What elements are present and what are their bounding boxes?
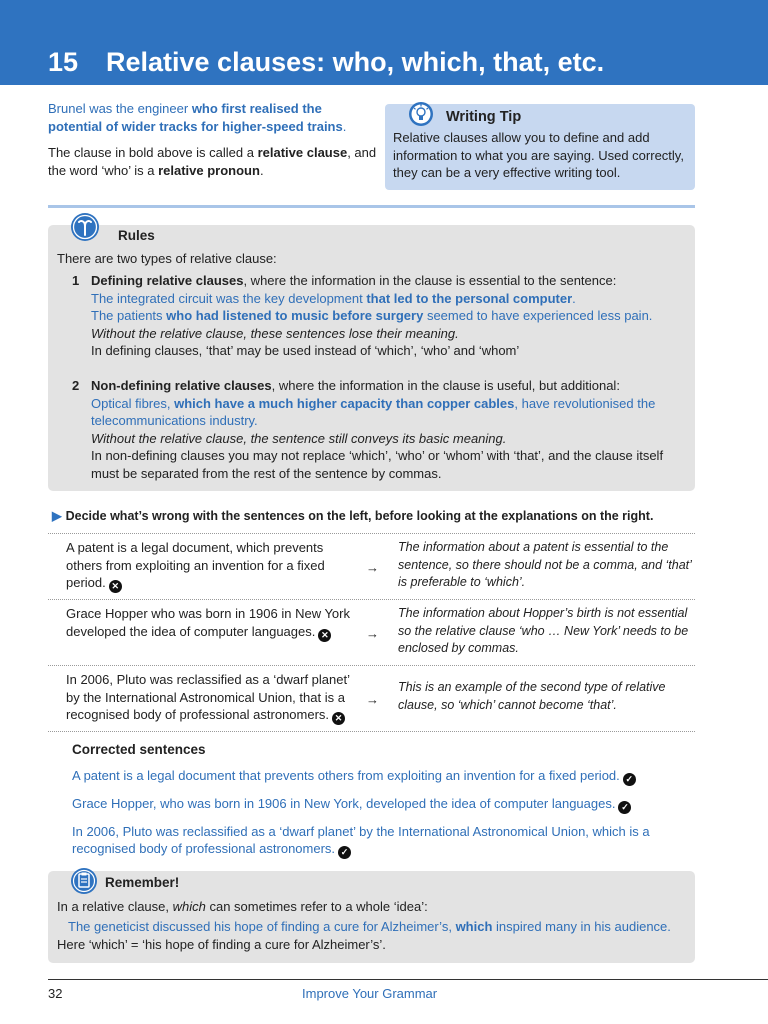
problem-row: [48, 665, 695, 730]
explanation: The information about Hopper’s birth is not essential so the relative clause ‘who … New York’ needs to be enclosed by commas.: [398, 606, 689, 655]
rule-number: 1: [72, 273, 80, 288]
remember-example-bold: which: [455, 919, 493, 934]
arrow-icon: →: [366, 692, 379, 707]
arrow-icon: →: [366, 560, 379, 575]
intro-example: [48, 100, 378, 135]
rule-example: [91, 290, 691, 308]
wrong-sentence-text: A patent is a legal document, which prevents others from exploiting an invention for a fixed period.: [66, 540, 325, 590]
corrected-sentence-text: In 2006, Pluto was reclassified as a ‘dwarf planet’ by the International Astronomical Union, which is a recognised body of professional astronomers.: [72, 823, 650, 856]
writing-tip-body: Relative clauses allow you to define and add information to what you are saying. Used correctly, they can be a very effective writing tool.: [393, 130, 684, 180]
cross-icon: ✕: [318, 629, 331, 642]
wrong-sentence: [66, 605, 361, 642]
intro-example-bold: who first realised the potential of wider tracks for higher-speed trains: [48, 101, 343, 134]
remember-line: [57, 898, 428, 916]
rules-title: Rules: [118, 228, 155, 243]
lightbulb-icon: [408, 101, 434, 127]
corrected-sentence-text: Grace Hopper, who was born in 1906 in New York, developed the idea of computer languages.: [72, 795, 616, 811]
rule-heading-rest: , where the information in the clause is useful, but additional:: [271, 378, 620, 393]
rule-note: Without the relative clause, these sentences lose their meaning.: [91, 325, 459, 341]
rule-heading: [91, 377, 691, 395]
writing-tip-title: Writing Tip: [446, 109, 522, 125]
arrow-icon: →: [366, 626, 379, 641]
rule-example: [91, 395, 691, 430]
rule-heading-bold: Non-defining relative clauses: [91, 378, 272, 393]
example-text: seemed to have experienced less pain.: [423, 308, 653, 323]
intro-explanation: [48, 144, 378, 179]
exercise-instruction: [52, 508, 653, 526]
rules-intro: There are two types of relative clause:: [57, 251, 277, 266]
page-number: 32: [48, 986, 63, 1001]
cross-icon: ✕: [109, 580, 122, 593]
term-relative-clause: relative clause: [257, 145, 348, 160]
remember-example-text: inspired many in his audience.: [492, 919, 671, 934]
remember-line: Here ‘which’ = ‘his hope of finding a cure for Alzheimer’s’.: [57, 937, 386, 952]
remember-text: can sometimes refer to a whole ‘idea’:: [205, 899, 428, 914]
example-text: .: [572, 290, 576, 306]
wrong-sentence: [66, 539, 361, 593]
corrected-sentence: [72, 767, 692, 786]
problem-row: [48, 599, 695, 664]
remember-example: [68, 918, 671, 936]
corrected-sentence: [72, 795, 692, 814]
problem-row: [48, 533, 695, 598]
rule-extra: In defining clauses, ‘that’ may be used instead of ‘which’, ‘who’ and ‘whom’: [91, 343, 520, 358]
rule-number: 2: [72, 378, 80, 393]
rule-heading: [91, 272, 691, 290]
rules-box: [48, 225, 695, 491]
corrected-sentences: [72, 741, 692, 868]
rules-icon: [70, 212, 100, 242]
corrected-title: Corrected sentences: [72, 742, 206, 757]
term-relative-pronoun: relative pronoun: [158, 162, 260, 178]
intro-section: [48, 100, 378, 188]
check-icon: ✓: [623, 773, 636, 786]
intro-example-end: .: [342, 118, 347, 134]
intro-example-text: Brunel was the engineer: [48, 101, 192, 116]
example-clause: who had listened to music before surgery: [166, 308, 424, 323]
check-icon: ✓: [618, 801, 631, 814]
explanation: This is an example of the second type of relative clause, so ‘which’ cannot become ‘that’.: [398, 680, 666, 712]
footer-rule: [48, 979, 768, 980]
explanation: The information about a patent is essential to the sentence, so there should not be a comma, and ‘that’ is preferable to ‘which’.: [398, 540, 692, 589]
section-divider: [48, 205, 695, 208]
book-title: Improve Your Grammar: [302, 986, 438, 1001]
table-bottom-rule: [48, 731, 695, 732]
check-icon: ✓: [338, 846, 351, 859]
remember-italic: which: [172, 899, 206, 914]
example-clause: which have a much higher capacity than copper cables: [174, 395, 515, 411]
clipboard-icon: [70, 867, 98, 895]
remember-title: Remember!: [105, 875, 180, 890]
example-text: , have revolutionised the telecommunications industry.: [91, 395, 656, 428]
wrong-sentence: [66, 671, 361, 725]
rule-heading-rest: , where the information in the clause is essential to the sentence:: [243, 273, 617, 288]
example-text: Optical fibres,: [91, 395, 175, 411]
remember-example-text: The geneticist discussed his hope of finding a cure for Alzheimer’s,: [68, 919, 456, 934]
corrected-sentence: [72, 823, 692, 860]
wrong-sentence-text: In 2006, Pluto was reclassified as a ‘dwarf planet’ by the International Astronomical Union, that is a recognised body of professional astronomers.: [66, 672, 350, 722]
chapter-number: 15: [48, 47, 79, 77]
wrong-sentence-text: Grace Hopper who was born in 1906 in New York developed the idea of computer languages.: [66, 606, 350, 639]
rule-note: Without the relative clause, the sentence still conveys its basic meaning.: [91, 430, 507, 446]
example-text: The patients: [91, 308, 167, 323]
triangle-bullet-icon: ▶: [52, 509, 62, 523]
instruction-text: Decide what’s wrong with the sentences on the left, before looking at the explanations on the right.: [65, 509, 654, 523]
chapter-header: [0, 0, 768, 85]
example-text: The integrated circuit was the key development: [91, 290, 367, 306]
cross-icon: ✕: [332, 712, 345, 725]
rule-heading-bold: Defining relative clauses: [91, 273, 244, 288]
chapter-title: Relative clauses: who, which, that, etc.: [106, 47, 605, 77]
intro-explanation-text: , and the word ‘who’ is a: [48, 145, 377, 178]
writing-tip-box: [385, 104, 695, 190]
rule-extra: In non-defining clauses you may not replace ‘which’, ‘who’ or ‘whom’ with ‘that’, and the clause itself must be separated from the rest of the sentence by commas.: [91, 448, 664, 481]
remember-box: [48, 871, 695, 963]
corrected-sentence-text: A patent is a legal document that prevents others from exploiting an invention for a fixed period.: [72, 767, 620, 783]
intro-explanation-end: .: [259, 162, 264, 178]
intro-explanation-text: The clause in bold above is called a: [48, 145, 258, 160]
remember-text: In a relative clause,: [57, 899, 173, 914]
rule-example: [91, 307, 691, 325]
example-clause: that led to the personal computer: [366, 290, 573, 306]
